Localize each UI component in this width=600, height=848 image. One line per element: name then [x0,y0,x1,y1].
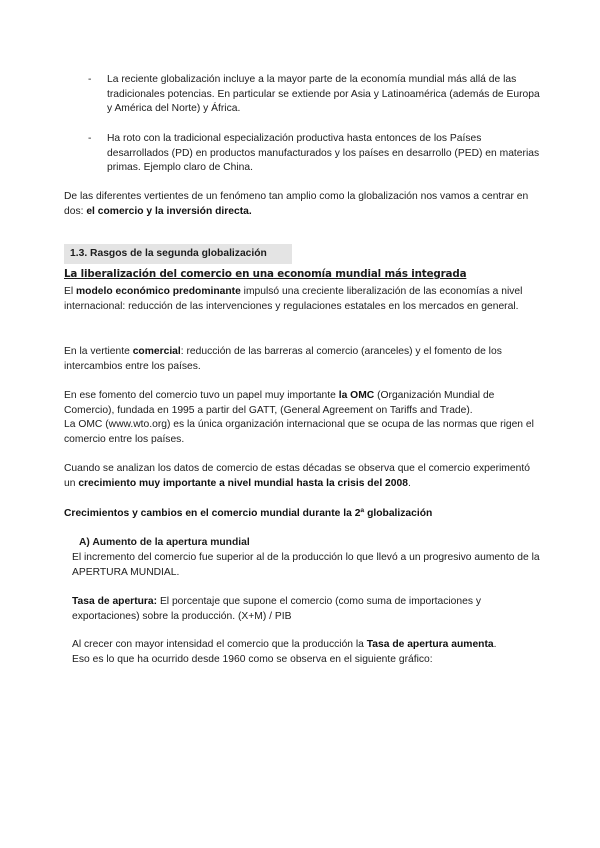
subsection-a-heading: A) Aumento de la apertura mundial [79,537,250,548]
bullet-item-specialization [88,132,543,176]
intro-paragraph: De las diferentes vertientes de un fenómeno tan amplio como la globalización nos vamos a centrar en dos: el comercio y la inversión directa. [64,191,529,217]
paragraph-commercial: En la vertiente comercial: reducción de las barreras al comercio (aranceles) y el fomento de los intercambios entre los países. [64,346,502,372]
section-heading: 1.3. Rasgos de la segunda globalización [64,244,292,264]
subsection-a-paragraph-rate-increase: Al crecer con mayor intensidad el comercio que la producción la Tasa de apertura aumenta. Eso es lo que ha ocurrido desde 1960 como se observa en el siguiente gráfico: [72,639,497,665]
bullet-item-globalization-scope [88,73,543,117]
intro-bold: el comercio y la inversión directa. [86,205,252,217]
bullet-marker: - [88,133,92,144]
subsection-a-paragraph-increment: El incremento del comercio fue superior al de la producción lo que llevó a un progresivo aumento de la APERTURA MUNDIAL. [72,552,540,578]
paragraph-omc: En ese fomento del comercio tuvo un papel muy importante la OMC (Organización Mundial de Comercio), fundada en 1995 a partir del GATT, (General Agreement on Tariffs and Trade). La OMC (www.wto.org) es la única organización internacional que se ocupa de las normas que rigen el comercio entre los países. [64,390,534,445]
paragraph-economic-model: El modelo económico predominante impulsó una creciente liberalización de las economías a nivel internacional: reducción de las intervenciones y regulaciones estatales en los mercados en general. [64,286,523,312]
subsection-a-paragraph-rate: Tasa de apertura: El porcentaje que supone el comercio (como suma de importaciones y exportaciones) sobre la producción. (X+M) / PIB [72,596,482,622]
paragraph-trade-growth: Cuando se analizan los datos de comercio de estas décadas se observa que el comercio experimentó un crecimiento muy importante a nivel mundial hasta la crisis del 2008. [64,463,530,489]
bullet-marker: - [88,74,92,85]
bullet-text: La reciente globalización incluye a la mayor parte de la economía mundial más allá de las tradicionales potencias. En particular se extiende por Asia y Latinoamérica (además de Europa y América del Norte) y África. [107,74,540,115]
paragraph-changes-heading: Crecimientos y cambios en el comercio mundial durante la 2ª globalización [64,508,433,519]
section-subtitle: La liberalización del comercio en una economía mundial más integrada [64,268,467,280]
bullet-text: Ha roto con la tradicional especialización productiva hasta entonces de los Países desarrollados (PD) en productos manufacturados y los países en desarrollo (PED) en materias primas. Ejemplo claro de China. [107,133,540,174]
